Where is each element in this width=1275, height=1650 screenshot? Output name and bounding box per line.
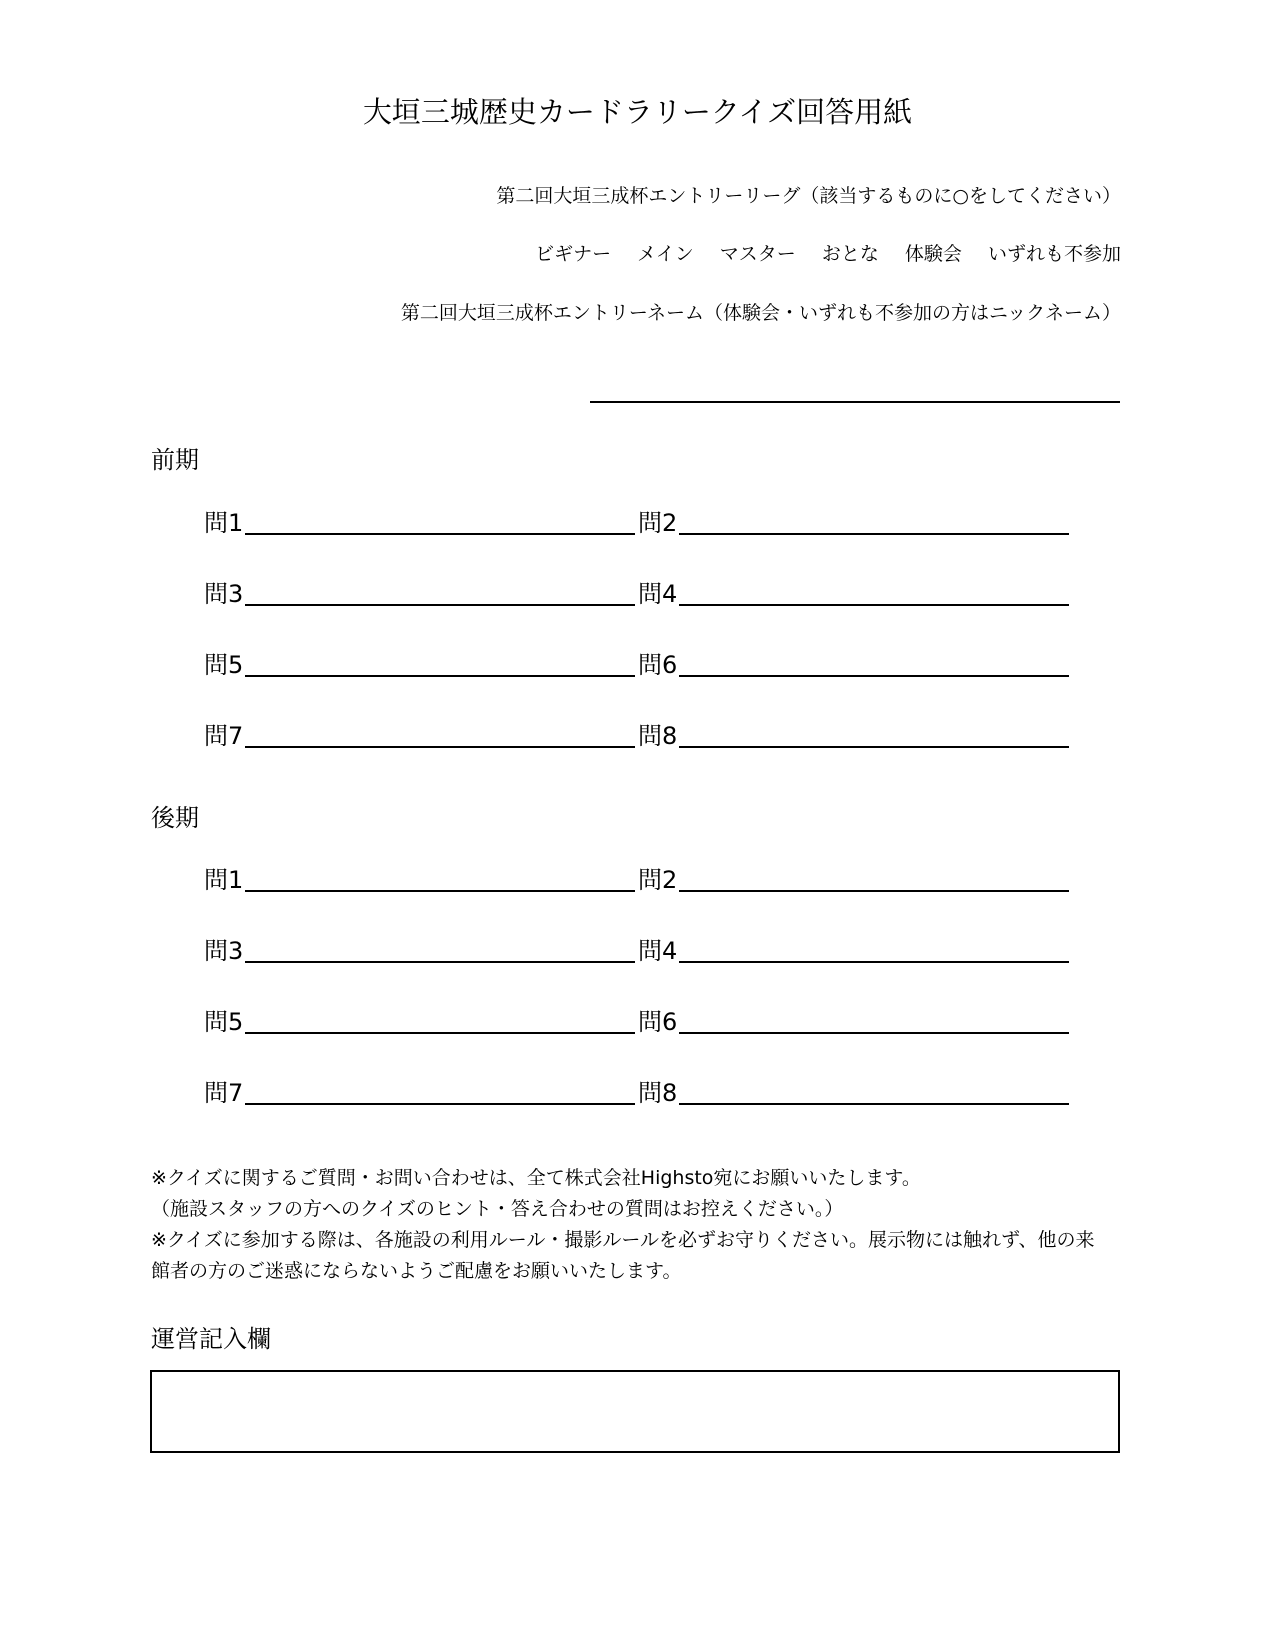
question-row	[204, 579, 1074, 619]
question-row	[204, 508, 1074, 548]
question-item	[638, 936, 1069, 966]
answer-field[interactable]	[679, 961, 1069, 963]
note-line: （施設スタッフの方へのクイズのヒント・答え合わせの質問はお控えください。）	[151, 1198, 844, 1220]
question-label: 問8	[638, 722, 678, 750]
answer-field[interactable]	[245, 890, 635, 892]
note-line: ※クイズに参加する際は、各施設の利用ルール・撮影ルールを必ずお守りください。展示物には触れず、他の来館者の方のご迷惑にならないようご配慮をお願いいたします。	[151, 1229, 1095, 1282]
question-item	[638, 1007, 1069, 1037]
answer-field[interactable]	[245, 1032, 635, 1034]
question-row	[204, 721, 1074, 761]
answer-field[interactable]	[245, 604, 635, 606]
question-label: 問5	[204, 1008, 244, 1036]
question-row	[204, 1078, 1074, 1118]
answer-field[interactable]	[245, 533, 635, 535]
question-item	[638, 865, 1069, 895]
league-options	[535, 240, 1121, 268]
question-item	[204, 508, 635, 538]
question-item	[638, 650, 1069, 680]
question-item	[638, 508, 1069, 538]
question-item	[638, 1078, 1069, 1108]
question-label: 問4	[638, 937, 678, 965]
entry-name-field[interactable]	[590, 401, 1120, 403]
question-row	[204, 650, 1074, 690]
question-label: 問6	[638, 1008, 678, 1036]
question-label: 問3	[204, 937, 244, 965]
zenki-heading: 前期	[151, 446, 199, 474]
answer-field[interactable]	[679, 533, 1069, 535]
question-row	[204, 1007, 1074, 1047]
question-label: 問7	[204, 722, 244, 750]
question-label: 問2	[638, 866, 678, 894]
entry-name-label: 第二回大垣三成杯エントリーネーム（体験会・いずれも不参加の方はニックネーム）	[400, 302, 1121, 324]
answer-field[interactable]	[679, 1103, 1069, 1105]
answer-field[interactable]	[245, 961, 635, 963]
question-label: 問2	[638, 509, 678, 537]
answer-field[interactable]	[679, 1032, 1069, 1034]
notes	[151, 1163, 1111, 1287]
entry-league-label: 第二回大垣三成杯エントリーリーグ（該当するものに○をしてください）	[496, 185, 1121, 207]
question-item	[204, 865, 635, 895]
question-item	[204, 579, 635, 609]
answer-field[interactable]	[245, 746, 635, 748]
question-label: 問6	[638, 651, 678, 679]
answer-field[interactable]	[679, 675, 1069, 677]
answer-field[interactable]	[679, 604, 1069, 606]
league-option-beginner[interactable]: ビギナー	[535, 243, 612, 265]
question-label: 問8	[638, 1079, 678, 1107]
question-item	[204, 1007, 635, 1037]
question-item	[204, 936, 635, 966]
question-item	[204, 650, 635, 680]
question-item	[638, 579, 1069, 609]
kouki-heading: 後期	[151, 804, 199, 832]
answer-field[interactable]	[679, 890, 1069, 892]
question-label: 問7	[204, 1079, 244, 1107]
answer-field[interactable]	[245, 675, 635, 677]
answer-field[interactable]	[245, 1103, 635, 1105]
question-item	[204, 721, 635, 751]
question-label: 問3	[204, 580, 244, 608]
question-item	[638, 721, 1069, 751]
page-title: 大垣三城歴史カードラリークイズ回答用紙	[362, 95, 913, 129]
question-row	[204, 865, 1074, 905]
admin-heading: 運営記入欄	[151, 1325, 271, 1353]
admin-entry-box[interactable]	[150, 1370, 1120, 1453]
league-option-main[interactable]: メイン	[637, 243, 694, 265]
league-option-master[interactable]: マスター	[719, 243, 796, 265]
answer-field[interactable]	[679, 746, 1069, 748]
question-label: 問5	[204, 651, 244, 679]
question-label: 問1	[204, 509, 244, 537]
league-option-taikenkai[interactable]: 体験会	[904, 243, 962, 265]
league-option-otona[interactable]: おとな	[821, 243, 879, 265]
question-label: 問4	[638, 580, 678, 608]
question-label: 問1	[204, 866, 244, 894]
question-item	[204, 1078, 635, 1108]
question-row	[204, 936, 1074, 976]
note-line: ※クイズに関するご質問・お問い合わせは、全て株式会社Highsto宛にお願いいたします。	[151, 1167, 921, 1189]
league-option-none[interactable]: いずれも不参加	[987, 243, 1121, 265]
